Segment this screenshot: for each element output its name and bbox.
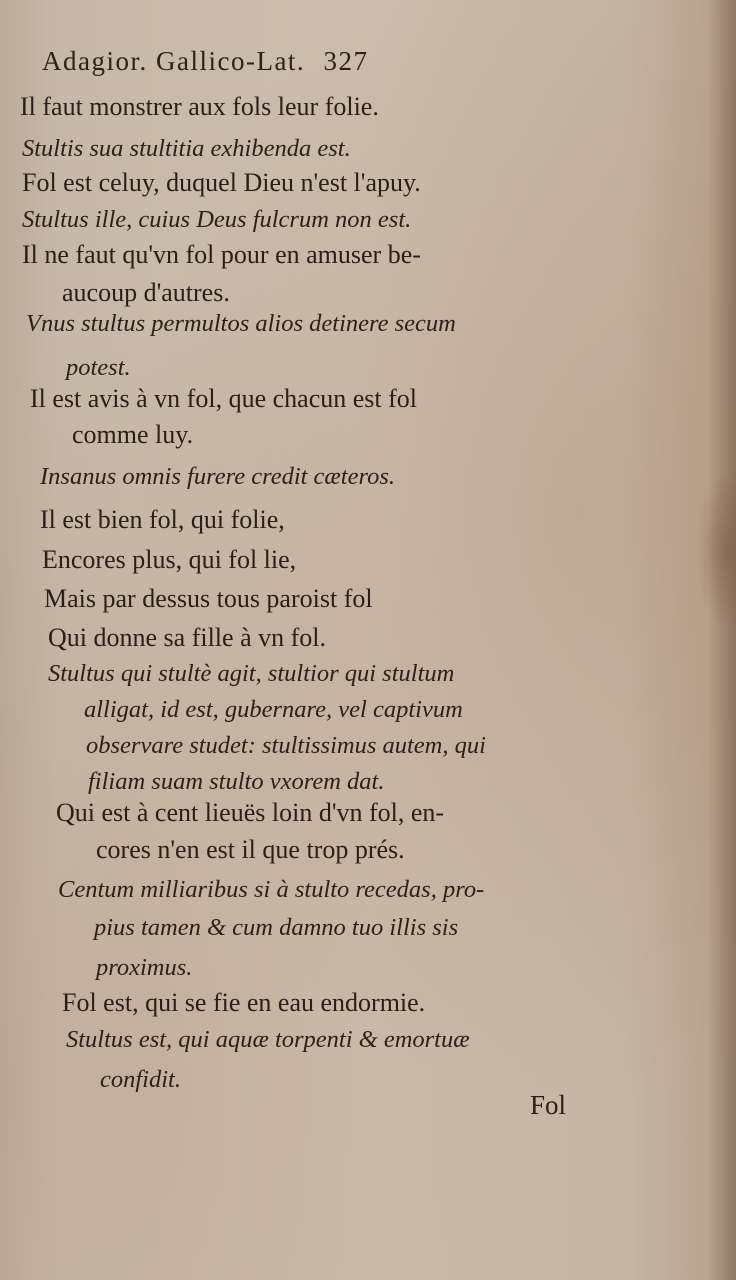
text-line-latin: Stultus qui stultè agit, stultior qui stultum: [48, 660, 455, 687]
text-line-latin: filiam suam stulto vxorem dat.: [88, 768, 385, 795]
page-gutter-shadow: [708, 0, 736, 1280]
verse-line: Qui donne sa fille à vn fol.: [48, 623, 326, 652]
text-line-latin: Stultus ille, cuius Deus fulcrum non est.: [22, 206, 412, 233]
text-line-latin: Stultis sua stultitia exhibenda est.: [22, 135, 351, 162]
text-line: Qui est à cent lieuës loin d'vn fol, en-: [56, 798, 445, 827]
text-line-latin: Vnus stultus permultos alios detinere secum: [26, 310, 456, 337]
text-line: aucoup d'autres.: [62, 278, 230, 307]
verse-line: Mais par dessus tous paroist fol: [44, 584, 373, 613]
text-line: Il faut monstrer aux fols leur folie.: [20, 92, 379, 121]
text-line: Il ne faut qu'vn fol pour en amuser be-: [22, 240, 421, 269]
text-line: Fol est, qui se fie en eau endormie.: [62, 988, 426, 1017]
text-line: Fol est celuy, duquel Dieu n'est l'apuy.: [22, 168, 421, 197]
text-line-latin: Stultus est, qui aquæ torpenti & emortuæ: [66, 1026, 470, 1053]
verse-line: Il est bien fol, qui folie,: [40, 505, 285, 534]
page-number: 327: [323, 46, 369, 76]
text-line-latin: proximus.: [96, 954, 193, 981]
text-line-latin: Insanus omnis furere credit cæteros.: [40, 463, 395, 490]
text-line: cores n'en est il que trop prés.: [96, 835, 405, 864]
catchword: Fol: [530, 1090, 567, 1120]
text-line: comme luy.: [72, 420, 194, 449]
text-line-latin: Centum milliaribus si à stulto recedas, pro-: [58, 876, 485, 903]
running-header: [42, 46, 562, 77]
text-line-latin: alligat, id est, gubernare, vel captivum: [84, 696, 463, 723]
running-title: Adagior. Gallico-Lat.: [42, 46, 306, 76]
text-line-latin: confidit.: [100, 1066, 181, 1093]
text-line: Il est avis à vn fol, que chacun est fol: [30, 384, 417, 413]
verse-line: Encores plus, qui fol lie,: [42, 545, 297, 574]
text-line-latin: potest.: [66, 354, 131, 381]
page-stain: [696, 470, 736, 630]
text-line-latin: observare studet: stultissimus autem, qui: [86, 732, 486, 759]
text-line-latin: pius tamen & cum damno tuo illis sis: [94, 914, 459, 941]
